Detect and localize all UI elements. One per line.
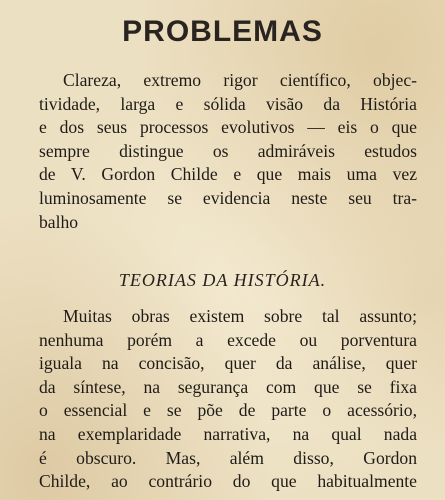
body-paragraph	[39, 305, 417, 494]
intro-line: sempre distingue os admiráveis estudos	[39, 140, 417, 161]
page-title: PROBLEMAS	[122, 15, 323, 48]
body-line: na exemplaridade narrativa, na qual nada	[39, 423, 417, 444]
intro-line: e dos seus processos evolutivos — eis o que	[39, 117, 417, 138]
body-line: Childe, ao contrário do que habitualmente	[39, 471, 417, 492]
body-line: Muitas obras existem sobre tal assunto;	[63, 306, 417, 326]
body-line: o essencial e se põe de parte o acessório,	[39, 400, 417, 421]
intro-line: tividade, larga e sólida visão da História	[39, 93, 417, 114]
body-line: iguala na concisão, quer da análise, quer	[39, 353, 417, 374]
intro-line: Clareza, extremo rigor científico, objec-	[63, 70, 417, 90]
body-line: da síntese, na segurança com que se fixa	[39, 376, 417, 397]
intro-paragraph	[39, 69, 417, 234]
body-line: é obscuro. Mas, além disso, Gordon	[39, 447, 417, 468]
section-subheading: TEORIAS DA HISTÓRIA.	[118, 270, 327, 290]
intro-line: balho	[39, 211, 79, 232]
intro-line: de V. Gordon Childe e que mais uma vez	[39, 164, 417, 185]
body-line: nenhuma porém a excede ou porventura	[39, 329, 417, 350]
intro-line: luminosamente se evidencia neste seu tra-	[39, 187, 417, 208]
